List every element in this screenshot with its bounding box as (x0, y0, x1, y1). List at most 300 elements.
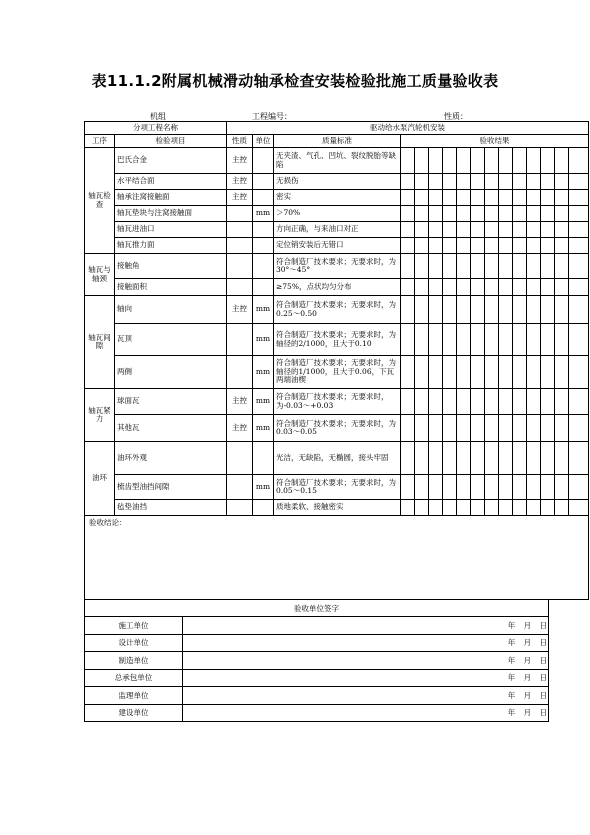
result-cell[interactable] (443, 279, 457, 296)
result-cell[interactable] (541, 389, 555, 415)
result-cell[interactable] (527, 206, 541, 222)
result-cell[interactable] (415, 148, 429, 174)
nature-cell: 主控 (227, 389, 253, 415)
result-cell[interactable] (555, 206, 569, 222)
result-cell[interactable] (471, 206, 485, 222)
signature-date[interactable]: 年 月 日 (183, 669, 549, 687)
result-cell[interactable] (485, 500, 499, 516)
unit-cell (253, 174, 274, 190)
result-cell[interactable] (457, 475, 471, 500)
result-cell[interactable] (569, 222, 589, 238)
result-cell[interactable] (541, 415, 555, 442)
result-cell[interactable] (513, 238, 527, 254)
result-cell[interactable] (457, 324, 471, 356)
page-title: 表11.1.2附属机械滑动轴承检查安装检验批施工质量验收表 (91, 72, 499, 90)
result-cell[interactable] (443, 415, 457, 442)
standard-cell: 无损伤 (274, 174, 401, 190)
result-cell[interactable] (471, 222, 485, 238)
result-cell[interactable] (457, 222, 471, 238)
result-cell[interactable] (415, 222, 429, 238)
result-cell[interactable] (471, 296, 485, 324)
result-cell[interactable] (541, 238, 555, 254)
result-cell[interactable] (569, 500, 589, 516)
result-cell[interactable] (569, 206, 589, 222)
result-cell[interactable] (513, 148, 527, 174)
result-cell[interactable] (415, 442, 429, 475)
result-cell[interactable] (429, 148, 443, 174)
signature-date[interactable]: 年 月 日 (183, 617, 549, 635)
unit-cell (253, 238, 274, 254)
result-cell[interactable] (415, 389, 429, 415)
result-cell[interactable] (541, 148, 555, 174)
result-cell[interactable] (513, 190, 527, 206)
result-cell[interactable] (527, 415, 541, 442)
result-cell[interactable] (541, 222, 555, 238)
standard-cell: 定位销安装后无错口 (274, 238, 401, 254)
signature-unit-name: 制造单位 (85, 652, 183, 670)
result-cell[interactable] (499, 174, 513, 190)
result-cell[interactable] (415, 238, 429, 254)
result-cell[interactable] (499, 206, 513, 222)
standard-cell: 符合制造厂技术要求；无要求时，为0.05～0.15 (274, 475, 401, 500)
result-cell[interactable] (401, 190, 415, 206)
unit-cell (253, 190, 274, 206)
result-cell[interactable] (415, 190, 429, 206)
result-cell[interactable] (499, 238, 513, 254)
result-cell[interactable] (457, 500, 471, 516)
result-cell[interactable] (569, 296, 589, 324)
result-cell[interactable] (499, 222, 513, 238)
result-cell[interactable] (513, 389, 527, 415)
result-cell[interactable] (527, 190, 541, 206)
result-cell[interactable] (443, 475, 457, 500)
item-cell: 其他瓦 (115, 415, 227, 442)
result-cell[interactable] (485, 442, 499, 475)
result-cell[interactable] (527, 356, 541, 389)
table-row (85, 356, 589, 389)
result-cell[interactable] (401, 356, 415, 389)
result-cell[interactable] (541, 174, 555, 190)
result-cell[interactable] (555, 174, 569, 190)
item-cell: 轴承注窝接触面 (115, 190, 227, 206)
nature-cell (227, 279, 253, 296)
signature-row (85, 669, 549, 687)
result-cell[interactable] (527, 324, 541, 356)
result-cell[interactable] (513, 475, 527, 500)
result-cell[interactable] (555, 254, 569, 279)
unit-cell: mm (253, 324, 274, 356)
result-cell[interactable] (527, 442, 541, 475)
item-cell: 梳齿型油挡间隙 (115, 475, 227, 500)
result-cell[interactable] (429, 415, 443, 442)
signature-date[interactable]: 年 月 日 (183, 704, 549, 722)
result-cell[interactable] (499, 356, 513, 389)
signature-unit-name: 建设单位 (85, 704, 183, 722)
result-cell[interactable] (513, 356, 527, 389)
result-cell[interactable] (527, 389, 541, 415)
result-cell[interactable] (401, 254, 415, 279)
result-cell[interactable] (499, 279, 513, 296)
process-cell: 轴瓦紧力 (85, 389, 115, 442)
item-cell: 轴瓦垫块与注窝接触面 (115, 206, 227, 222)
result-cell[interactable] (443, 222, 457, 238)
result-cell[interactable] (527, 148, 541, 174)
result-cell[interactable] (555, 442, 569, 475)
result-cell[interactable] (485, 174, 499, 190)
result-cell[interactable] (569, 238, 589, 254)
standard-cell: 符合制造厂技术要求；无要求时，为-0.03～+0.03 (274, 389, 401, 415)
result-cell[interactable] (485, 296, 499, 324)
result-cell[interactable] (499, 296, 513, 324)
result-cell[interactable] (527, 222, 541, 238)
unit-label: 机组 (150, 112, 166, 121)
signature-row (85, 687, 549, 705)
result-cell[interactable] (499, 148, 513, 174)
result-cell[interactable] (401, 500, 415, 516)
result-cell[interactable] (429, 174, 443, 190)
result-cell[interactable] (499, 324, 513, 356)
result-cell[interactable] (443, 190, 457, 206)
result-cell[interactable] (485, 238, 499, 254)
result-cell[interactable] (569, 442, 589, 475)
result-cell[interactable] (569, 356, 589, 389)
result-cell[interactable] (457, 415, 471, 442)
table-row (85, 174, 589, 190)
result-cell[interactable] (569, 190, 589, 206)
table-row (85, 279, 589, 296)
table-row (85, 475, 589, 500)
result-cell[interactable] (513, 254, 527, 279)
result-cell[interactable] (443, 324, 457, 356)
result-cell[interactable] (569, 415, 589, 442)
signature-date[interactable]: 年 月 日 (183, 652, 549, 670)
result-cell[interactable] (471, 324, 485, 356)
result-cell[interactable] (415, 356, 429, 389)
result-cell[interactable] (569, 389, 589, 415)
result-cell[interactable] (471, 190, 485, 206)
result-cell[interactable] (485, 415, 499, 442)
result-cell[interactable] (485, 279, 499, 296)
result-cell[interactable] (513, 500, 527, 516)
result-cell[interactable] (429, 442, 443, 475)
result-cell[interactable] (569, 174, 589, 190)
result-cell[interactable] (555, 475, 569, 500)
signature-table (84, 599, 549, 722)
result-cell[interactable] (429, 222, 443, 238)
item-cell: 水平结合面 (115, 174, 227, 190)
result-cell[interactable] (457, 190, 471, 206)
result-cell[interactable] (415, 279, 429, 296)
result-cell[interactable] (457, 442, 471, 475)
standard-cell: 符合制造厂技术要求；无要求时，为30°～45° (274, 254, 401, 279)
subproject-label: 分项工程名称 (85, 122, 227, 135)
result-cell[interactable] (401, 279, 415, 296)
table-row (85, 296, 589, 324)
col-result: 验收结果 (401, 135, 589, 148)
result-cell[interactable] (499, 442, 513, 475)
result-cell[interactable] (429, 206, 443, 222)
result-cell[interactable] (429, 389, 443, 415)
result-cell[interactable] (429, 324, 443, 356)
standard-cell: 无夹渣、气孔、凹坑、裂纹脱胎等缺陷 (274, 148, 401, 174)
result-cell[interactable] (555, 190, 569, 206)
table-row (85, 148, 589, 174)
unit-cell (253, 222, 274, 238)
result-cell[interactable] (401, 238, 415, 254)
result-cell[interactable] (513, 415, 527, 442)
result-cell[interactable] (429, 296, 443, 324)
result-cell[interactable] (569, 475, 589, 500)
result-cell[interactable] (401, 222, 415, 238)
standard-cell: 光洁，无缺陷，无椭圆，接头牢固 (274, 442, 401, 475)
result-cell[interactable] (415, 500, 429, 516)
item-cell: 瓦顶 (115, 324, 227, 356)
signature-unit-name: 设计单位 (85, 634, 183, 652)
conclusion-row (85, 516, 589, 600)
result-cell[interactable] (555, 389, 569, 415)
unit-cell (253, 148, 274, 174)
result-cell[interactable] (415, 475, 429, 500)
result-cell[interactable] (429, 475, 443, 500)
result-cell[interactable] (485, 148, 499, 174)
result-cell[interactable] (569, 324, 589, 356)
result-cell[interactable] (485, 190, 499, 206)
table-row (85, 254, 589, 279)
result-cell[interactable] (527, 500, 541, 516)
result-cell[interactable] (555, 324, 569, 356)
result-cell[interactable] (443, 206, 457, 222)
result-cell[interactable] (415, 174, 429, 190)
project-no-label: 工程编号： (252, 112, 292, 121)
table-row (85, 442, 589, 475)
conclusion-field[interactable]: 验收结论： (85, 516, 589, 600)
result-cell[interactable] (457, 279, 471, 296)
result-cell[interactable] (443, 148, 457, 174)
result-cell[interactable] (471, 238, 485, 254)
result-cell[interactable] (457, 238, 471, 254)
result-cell[interactable] (513, 174, 527, 190)
result-cell[interactable] (541, 356, 555, 389)
result-cell[interactable] (513, 222, 527, 238)
nature-label: 性质： (444, 112, 468, 121)
result-cell[interactable] (401, 206, 415, 222)
table-row (85, 389, 589, 415)
item-cell: 两侧 (115, 356, 227, 389)
result-cell[interactable] (443, 296, 457, 324)
result-cell[interactable] (401, 296, 415, 324)
signature-header-row (85, 600, 549, 617)
process-cell: 轴瓦间隙 (85, 296, 115, 389)
nature-cell: 主控 (227, 174, 253, 190)
result-cell[interactable] (471, 279, 485, 296)
nature-cell (227, 238, 253, 254)
result-cell[interactable] (415, 296, 429, 324)
standard-cell: 符合制造厂技术要求；无要求时，为0.25～0.50 (274, 296, 401, 324)
nature-cell: 主控 (227, 190, 253, 206)
result-cell[interactable] (471, 389, 485, 415)
result-cell[interactable] (499, 254, 513, 279)
result-cell[interactable] (485, 206, 499, 222)
item-cell: 接触面积 (115, 279, 227, 296)
result-cell[interactable] (401, 389, 415, 415)
nature-cell (227, 222, 253, 238)
result-cell[interactable] (555, 500, 569, 516)
result-cell[interactable] (569, 254, 589, 279)
result-cell[interactable] (443, 356, 457, 389)
result-cell[interactable] (471, 148, 485, 174)
result-cell[interactable] (485, 356, 499, 389)
nature-cell (227, 324, 253, 356)
result-cell[interactable] (513, 279, 527, 296)
result-cell[interactable] (499, 190, 513, 206)
result-cell[interactable] (457, 254, 471, 279)
unit-cell: mm (253, 356, 274, 389)
result-cell[interactable] (499, 475, 513, 500)
item-cell: 巴氏合金 (115, 148, 227, 174)
result-cell[interactable] (513, 206, 527, 222)
result-cell[interactable] (471, 475, 485, 500)
result-cell[interactable] (401, 442, 415, 475)
result-cell[interactable] (429, 238, 443, 254)
result-cell[interactable] (415, 324, 429, 356)
result-cell[interactable] (499, 415, 513, 442)
result-cell[interactable] (415, 206, 429, 222)
result-cell[interactable] (443, 238, 457, 254)
result-cell[interactable] (527, 475, 541, 500)
result-cell[interactable] (471, 356, 485, 389)
result-cell[interactable] (555, 415, 569, 442)
result-cell[interactable] (457, 206, 471, 222)
result-cell[interactable] (513, 296, 527, 324)
result-cell[interactable] (443, 254, 457, 279)
unit-cell: mm (253, 296, 274, 324)
nature-cell (227, 475, 253, 500)
result-cell[interactable] (541, 500, 555, 516)
result-cell[interactable] (415, 415, 429, 442)
unit-cell (253, 442, 274, 475)
result-cell[interactable] (471, 174, 485, 190)
result-cell[interactable] (569, 148, 589, 174)
result-cell[interactable] (429, 254, 443, 279)
unit-cell: mm (253, 389, 274, 415)
result-cell[interactable] (527, 279, 541, 296)
result-cell[interactable] (485, 475, 499, 500)
result-cell[interactable] (401, 415, 415, 442)
result-cell[interactable] (471, 415, 485, 442)
nature-cell (227, 442, 253, 475)
result-cell[interactable] (471, 442, 485, 475)
result-cell[interactable] (541, 279, 555, 296)
result-cell[interactable] (541, 296, 555, 324)
signature-date[interactable]: 年 月 日 (183, 687, 549, 705)
result-cell[interactable] (499, 500, 513, 516)
unit-cell (253, 254, 274, 279)
result-cell[interactable] (429, 190, 443, 206)
result-cell[interactable] (443, 174, 457, 190)
signature-date[interactable]: 年 月 日 (183, 634, 549, 652)
result-cell[interactable] (541, 442, 555, 475)
result-cell[interactable] (415, 254, 429, 279)
standard-cell: ＞70% (274, 206, 401, 222)
result-cell[interactable] (485, 324, 499, 356)
result-cell[interactable] (499, 389, 513, 415)
result-cell[interactable] (429, 279, 443, 296)
nature-cell: 主控 (227, 296, 253, 324)
signature-header: 验收单位签字 (85, 600, 549, 617)
result-cell[interactable] (401, 148, 415, 174)
result-cell[interactable] (443, 500, 457, 516)
item-cell: 毡垫油挡 (115, 500, 227, 516)
result-cell[interactable] (485, 389, 499, 415)
result-cell[interactable] (457, 296, 471, 324)
result-cell[interactable] (443, 442, 457, 475)
result-cell[interactable] (457, 356, 471, 389)
result-cell[interactable] (429, 356, 443, 389)
col-item: 检验项目 (115, 135, 227, 148)
standard-cell: 符合制造厂技术要求；无要求时，为轴径的1/1000，且大于0.06，下瓦两端油楔 (274, 356, 401, 389)
result-cell[interactable] (569, 279, 589, 296)
inspection-table (84, 121, 589, 600)
result-cell[interactable] (527, 174, 541, 190)
result-cell[interactable] (541, 254, 555, 279)
result-cell[interactable] (443, 389, 457, 415)
nature-cell (227, 254, 253, 279)
unit-cell: mm (253, 415, 274, 442)
result-cell[interactable] (513, 324, 527, 356)
process-cell: 轴瓦与轴颈 (85, 254, 115, 296)
standard-cell: 质地柔软、接触密实 (274, 500, 401, 516)
result-cell[interactable] (457, 174, 471, 190)
result-cell[interactable] (471, 254, 485, 279)
result-cell[interactable] (401, 174, 415, 190)
result-cell[interactable] (555, 222, 569, 238)
nature-cell (227, 500, 253, 516)
result-cell[interactable] (471, 500, 485, 516)
result-cell[interactable] (485, 254, 499, 279)
signature-unit-name: 施工单位 (85, 617, 183, 635)
result-cell[interactable] (541, 475, 555, 500)
nature-cell (227, 206, 253, 222)
result-cell[interactable] (555, 148, 569, 174)
result-cell[interactable] (485, 222, 499, 238)
result-cell[interactable] (401, 475, 415, 500)
result-cell[interactable] (527, 254, 541, 279)
result-cell[interactable] (555, 296, 569, 324)
result-cell[interactable] (457, 148, 471, 174)
result-cell[interactable] (457, 389, 471, 415)
process-cell: 油环 (85, 442, 115, 516)
result-cell[interactable] (527, 238, 541, 254)
result-cell[interactable] (541, 324, 555, 356)
result-cell[interactable] (555, 238, 569, 254)
result-cell[interactable] (541, 190, 555, 206)
signature-row (85, 617, 549, 635)
table-row (85, 238, 589, 254)
signature-unit-name: 总承包单位 (85, 669, 183, 687)
result-cell[interactable] (541, 206, 555, 222)
result-cell[interactable] (401, 324, 415, 356)
result-cell[interactable] (555, 279, 569, 296)
result-cell[interactable] (555, 356, 569, 389)
unit-cell (253, 279, 274, 296)
nature-cell (227, 356, 253, 389)
nature-cell: 主控 (227, 415, 253, 442)
item-cell: 油环外观 (115, 442, 227, 475)
result-cell[interactable] (527, 296, 541, 324)
result-cell[interactable] (513, 442, 527, 475)
result-cell[interactable] (429, 500, 443, 516)
item-cell: 轴向 (115, 296, 227, 324)
